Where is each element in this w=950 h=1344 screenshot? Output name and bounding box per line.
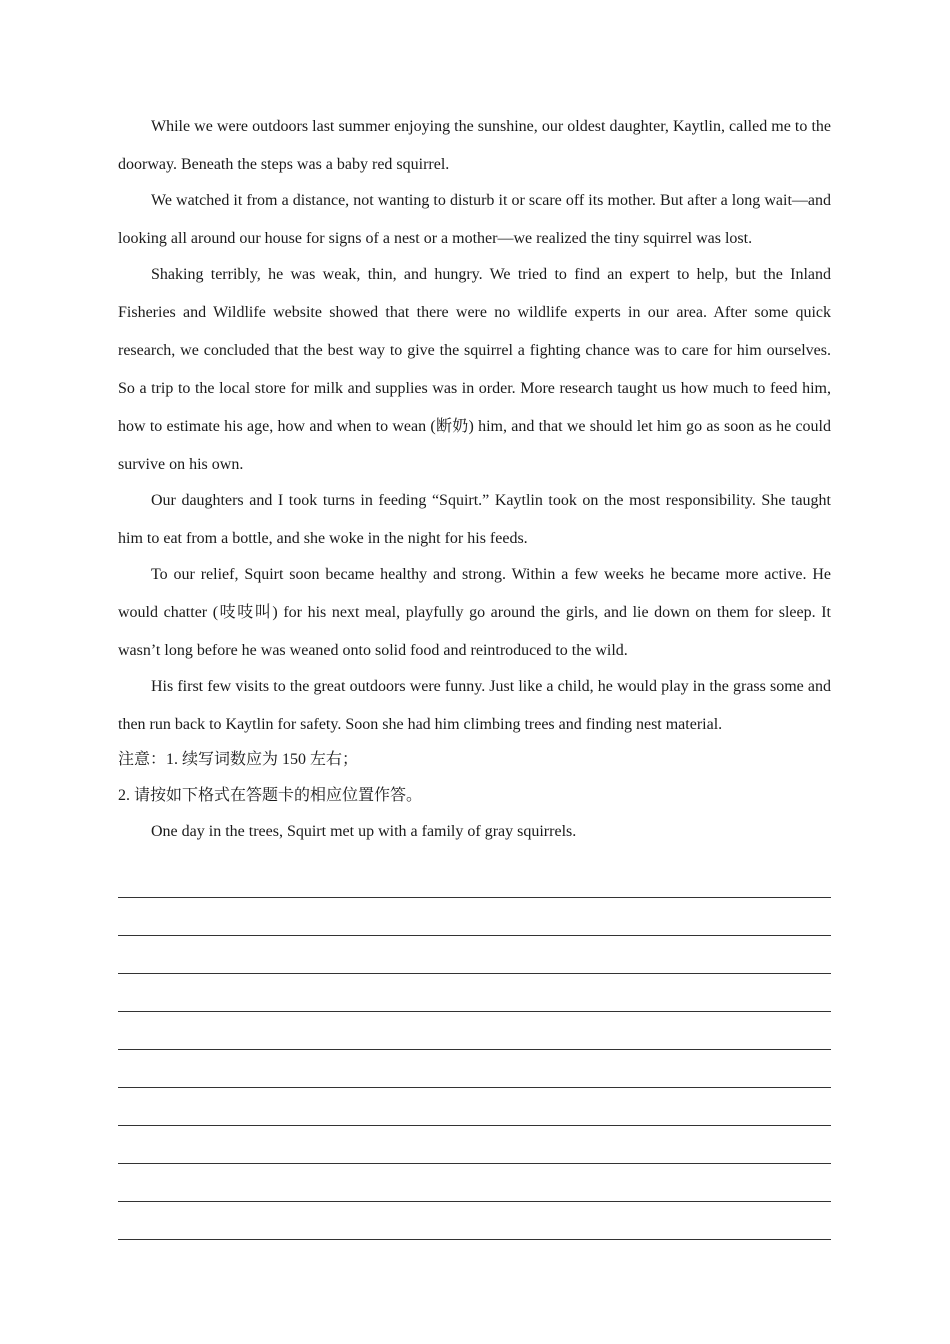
passage — [118, 108, 831, 744]
answer-line-7[interactable] — [118, 1088, 831, 1126]
answer-line-9[interactable] — [118, 1164, 831, 1202]
answer-line-10[interactable] — [118, 1202, 831, 1240]
answer-line-8[interactable] — [118, 1126, 831, 1164]
answer-line-3[interactable] — [118, 936, 831, 974]
note-answer-format: 2. 请按如下格式在答题卡的相应位置作答。 — [118, 787, 423, 804]
passage-paragraph-1: While we were outdoors last summer enjoying the sunshine, our oldest daughter, Kaytlin, called me to the doorway. Beneath the steps was a baby red squirrel. — [118, 118, 831, 173]
note-word-count: 注意：1. 续写词数应为 150 左右； — [118, 751, 359, 768]
answer-lines — [118, 860, 831, 1240]
passage-paragraph-3: Shaking terribly, he was weak, thin, and hungry. We tried to find an expert to help, but the Inland Fisheries and Wildlife website showed that there were no wildlife experts in our area. After some quick research, we concluded that the best way to give the squirrel a fighting chance was to care for him ourselves. So a trip to the local store for milk and supplies was in order. More research taught us how much to feed him, how to estimate his age, how and when to wean (断奶) him, and that we should let him go as soon as he could survive on his own. — [118, 266, 831, 473]
continuation-prompt: One day in the trees, Squirt met up with a family of gray squirrels. — [151, 823, 577, 840]
passage-paragraph-6: His first few visits to the great outdoors were funny. Just like a child, he would play in the grass some and then run back to Kaytlin for safety. Soon she had him climbing trees and finding nest material. — [118, 678, 831, 733]
answer-line-1[interactable] — [118, 860, 831, 898]
answer-line-5[interactable] — [118, 1012, 831, 1050]
worksheet-page — [118, 108, 831, 1240]
passage-paragraph-2: We watched it from a distance, not wanting to disturb it or scare off its mother. But after a long wait—and looking all around our house for signs of a nest or a mother—we realized the tiny squirrel was lost. — [118, 192, 831, 247]
answer-line-4[interactable] — [118, 974, 831, 1012]
answer-line-6[interactable] — [118, 1050, 831, 1088]
passage-paragraph-4: Our daughters and I took turns in feeding “Squirt.” Kaytlin took on the most responsibility. She taught him to eat from a bottle, and she woke in the night for his feeds. — [118, 492, 831, 547]
passage-paragraph-5: To our relief, Squirt soon became healthy and strong. Within a few weeks he became more active. He would chatter (吱吱叫) for his next meal, playfully go around the girls, and lie down on them for sleep. It wasn’t long before he was weaned onto solid food and reintroduced to the wild. — [118, 566, 831, 659]
answer-line-2[interactable] — [118, 898, 831, 936]
